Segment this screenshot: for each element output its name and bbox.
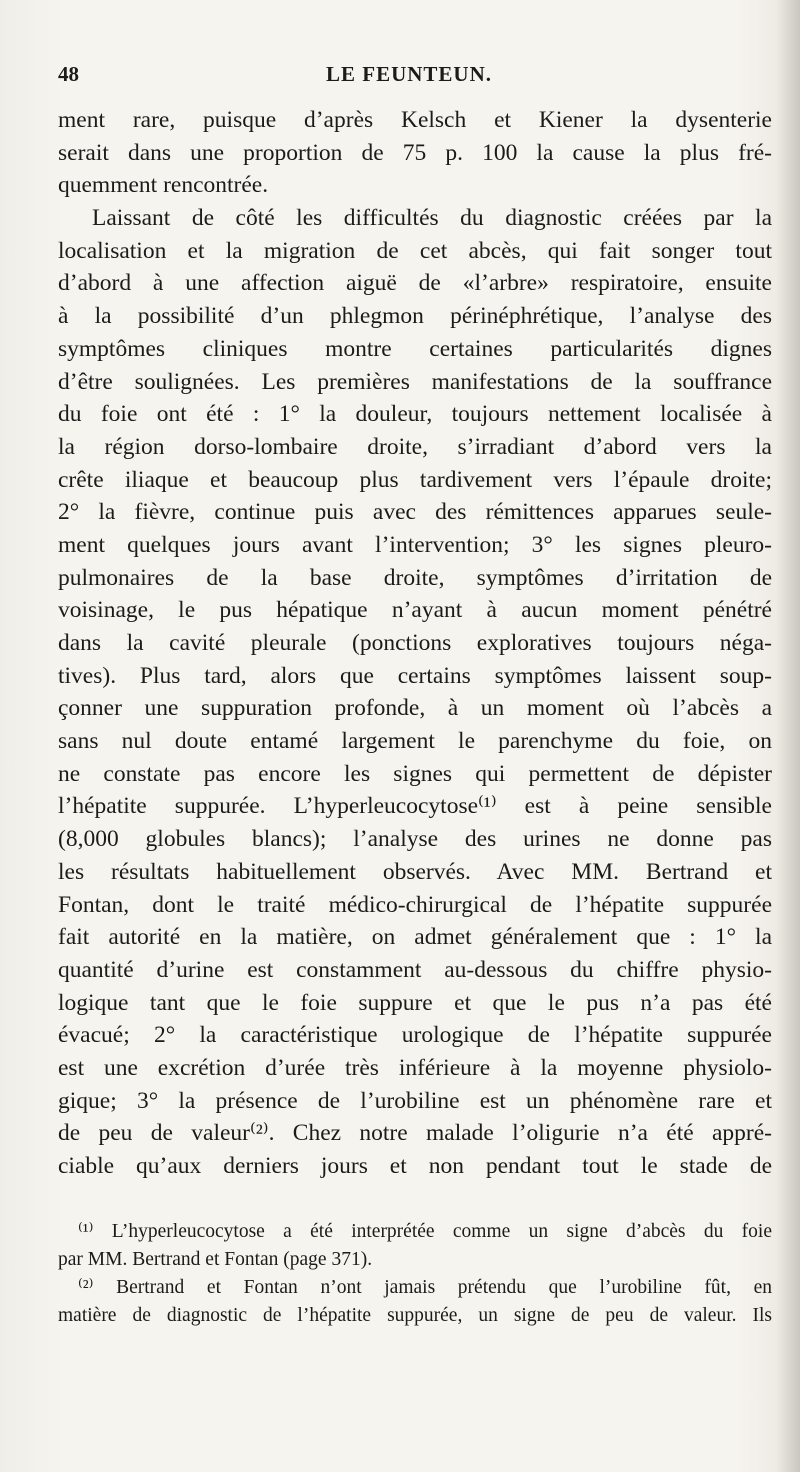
text-line: à la possibilité d’un phlegmon périnéphrétique, l’analyse des — [58, 303, 772, 330]
page-edge-shadow — [776, 0, 800, 1472]
running-head: LE FEUNTEUN. — [325, 62, 493, 86]
text-line: ciable qu’aux derniers jours et non pendant tout le stade de — [58, 1153, 772, 1179]
footnote-1: ⁽¹⁾ L’hyperleucocytose a été interprétée comme un signe d’abcès du foie — [78, 1221, 772, 1242]
text-line: évacué; 2° la caractéristique urologique de l’hépatite suppurée — [58, 1022, 772, 1049]
text-line: crête iliaque et beaucoup plus tardivement vers l’épaule droite; — [58, 466, 772, 493]
text-line: voisinage, le pus hépatique n’ayant à aucun moment pénétré — [58, 597, 772, 624]
footnotes — [58, 1218, 772, 1330]
text-line: (8,000 globules blancs); l’analyse des urines ne donne pas — [58, 826, 772, 853]
text-line: Fontan, dont le traité médico-chirurgical de l’hépatite suppurée — [58, 891, 772, 918]
page-header — [58, 62, 760, 94]
text-line: de peu de valeur⁽²⁾. Chez notre malade l’oligurie n’a été appré- — [58, 1120, 772, 1147]
text-line: du foie ont été : 1° la douleur, toujours nettement localisée à — [58, 401, 772, 428]
text-line: d’être soulignées. Les premières manifestations de la souffrance — [58, 368, 772, 395]
footnote-1-continued: par MM. Bertrand et Fontan (page 371). — [58, 1249, 373, 1270]
text-line: la région dorso-lombaire droite, s’irradiant d’abord vers la — [58, 433, 772, 460]
text-line: tives). Plus tard, alors que certains symptômes laissent soup- — [58, 662, 772, 689]
text-line: dans la cavité pleurale (ponctions exploratives toujours néga- — [58, 630, 772, 656]
text-line: localisation et la migration de cet abcès, qui fait songer tout — [58, 237, 772, 264]
footnote-2: ⁽²⁾ Bertrand et Fontan n’ont jamais prétendu que l’urobiline fût, en — [78, 1277, 772, 1298]
text-line: çonner une suppuration profonde, à un moment où l’abcès a — [58, 695, 772, 722]
text-line: logique tant que le foie suppure et que le pus n’a pas été — [58, 989, 772, 1016]
text-line: quantité d’urine est constamment au-dessous du chiffre physio- — [58, 956, 772, 983]
text-line: ment rare, puisque d’après Kelsch et Kiener la dysenterie — [58, 107, 772, 133]
text-line: ne constate pas encore les signes qui permettent de dépister — [58, 760, 772, 787]
text-line: quemment rencontrée. — [58, 172, 269, 199]
text-line: Laissant de côté les difficultés du diagnostic créées par la — [92, 205, 772, 232]
text-line: les résultats habituellement observés. Avec MM. Bertrand et — [58, 858, 772, 885]
text-line: symptômes cliniques montre certaines particularités dignes — [58, 335, 772, 362]
text-line: fait autorité en la matière, on admet généralement que : 1° la — [58, 924, 772, 951]
text-line: pulmonaires de la base droite, symptômes d’irritation de — [58, 564, 772, 591]
text-line: est une excrétion d’urée très inférieure à la moyenne physiolo- — [58, 1054, 772, 1081]
text-line: 2° la fièvre, continue puis avec des rémittences apparues seule- — [58, 499, 772, 526]
body-text — [58, 104, 772, 1183]
text-line: gique; 3° la présence de l’urobiline est un phénomène rare et — [58, 1087, 772, 1114]
text-line: serait dans une proportion de 75 p. 100 la cause la plus fré- — [58, 139, 772, 166]
text-line: l’hépatite suppurée. L’hyperleucocytose⁽¹⁾ est à peine sensible — [58, 793, 772, 820]
footnote-2-continued: matière de diagnostic de l’hépatite suppurée, un signe de peu de valeur. Ils — [58, 1305, 772, 1326]
text-line: sans nul doute entamé largement le parenchyme du foie, on — [58, 728, 772, 755]
text-line: d’abord à une affection aiguë de «l’arbre» respiratoire, ensuite — [58, 270, 772, 297]
page-number: 48 — [58, 62, 79, 86]
text-line: ment quelques jours avant l’intervention; 3° les signes pleuro- — [58, 531, 772, 558]
